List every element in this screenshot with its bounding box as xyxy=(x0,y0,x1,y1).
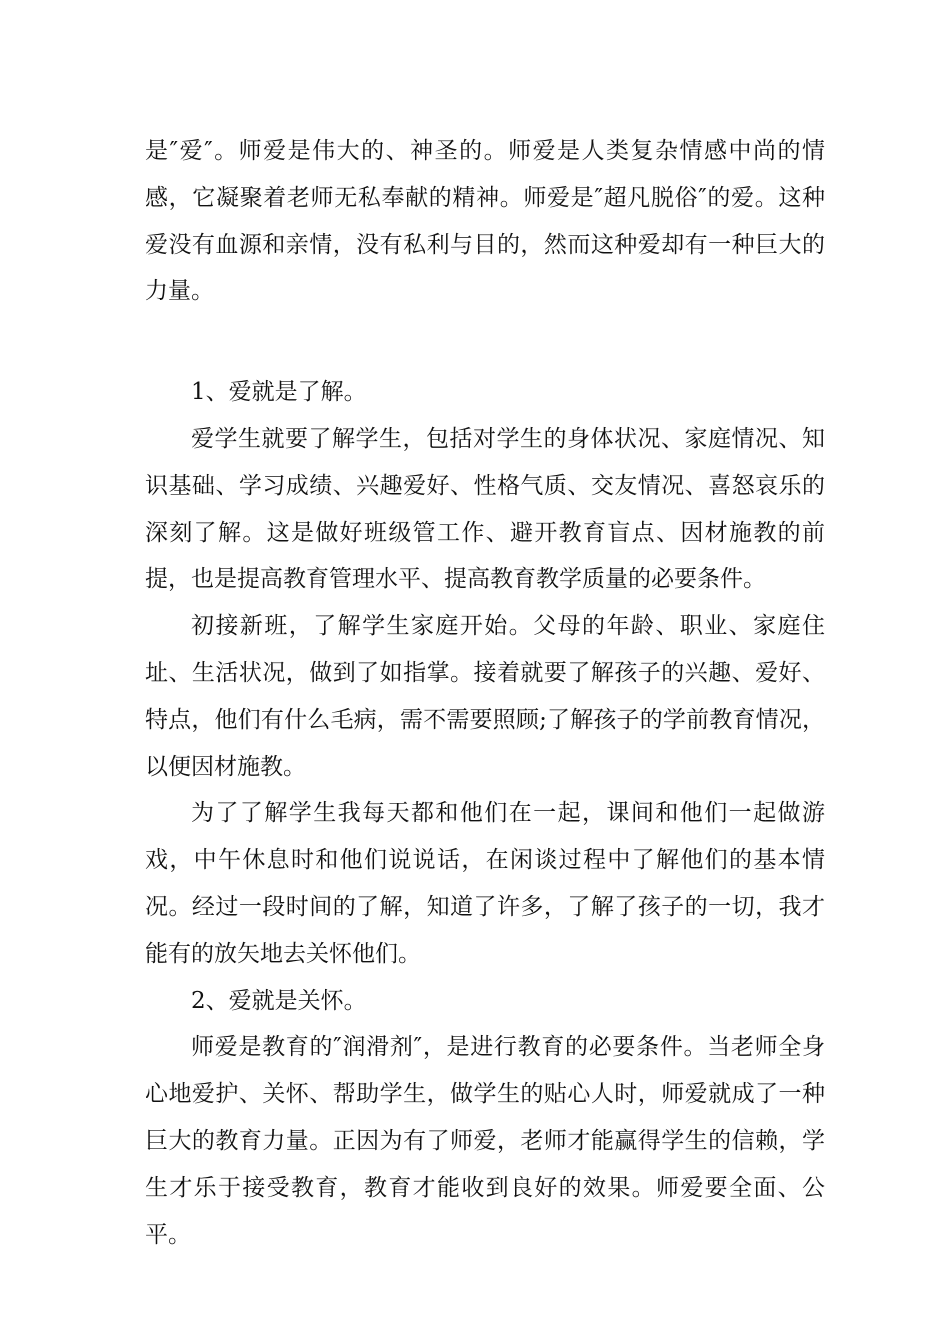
paragraph-intro: 是″爱″。师爱是伟大的、神圣的。师爱是人类复杂情感中尚的情感，它凝聚着老师无私奉献的精神。师爱是″超凡脱俗″的爱。这种爱没有血源和亲情，没有私利与目的，然而这种爱却有一种巨大的力量。 xyxy=(145,138,825,305)
document-page xyxy=(145,128,825,1258)
paragraph-gap xyxy=(145,315,825,369)
section-heading-care: 2、爱就是关怀。 xyxy=(191,987,367,1014)
paragraph-daily-contact: 为了了解学生我每天都和他们在一起，课间和他们一起做游戏，中午休息时和他们说说话，在闲谈过程中了解他们的基本情况。经过一段时间的了解，知道了许多，了解了孩子的一切，我才能有的放矢地去关怀他们。 xyxy=(145,800,825,967)
paragraph-teacher-love: 师爱是教育的″润滑剂″，是进行教育的必要条件。当老师全身心地爱护、关怀、帮助学生，做学生的贴心人时，师爱就成了一种巨大的教育力量。正因为有了师爱，老师才能赢得学生的信赖，学生才乐于接受教育，教育才能收到良好的效果。师爱要全面、公平。 xyxy=(145,1034,825,1248)
section-heading-understanding: 1、爱就是了解。 xyxy=(191,379,367,406)
paragraph-understanding-students: 爱学生就要了解学生，包括对学生的身体状况、家庭情况、知识基础、学习成绩、兴趣爱好、性格气质、交友情况、喜怒哀乐的深刻了解。这是做好班级管工作、避开教育盲点、因材施教的前提，也是提高教育管理水平、提高教育教学质量的必要条件。 xyxy=(145,425,825,593)
paragraph-new-class: 初接新班，了解学生家庭开始。父母的年龄、职业、家庭住址、生活状况，做到了如指掌。接着就要了解孩子的兴趣、爱好、特点，他们有什么毛病，需不需要照顾;了解孩子的学前教育情况，以便因材施教。 xyxy=(145,613,825,780)
